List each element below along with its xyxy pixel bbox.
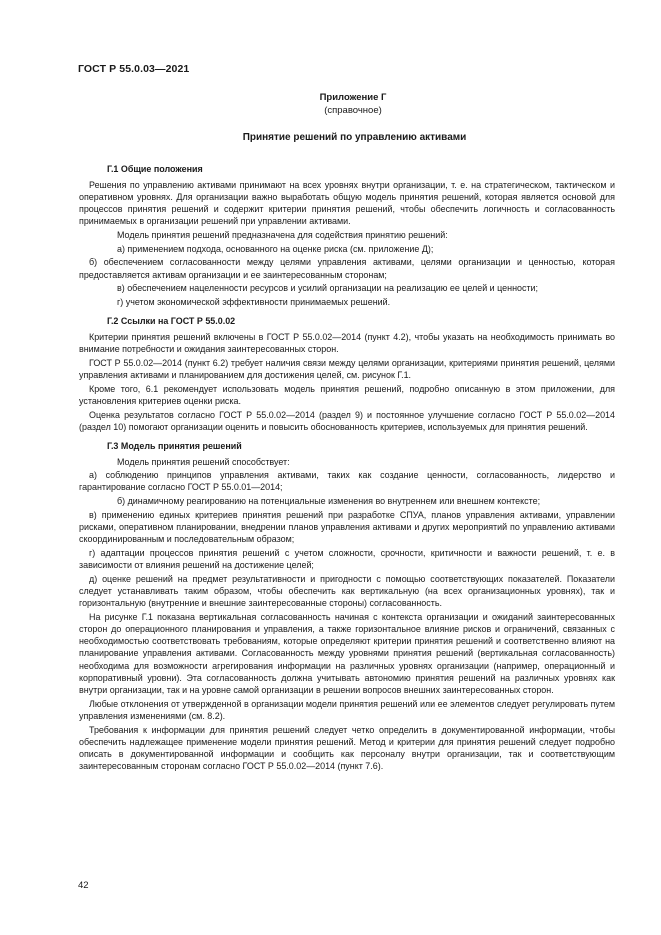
section-heading: Г.3 Модель принятия решений [107, 440, 242, 451]
list-item: а) применением подхода, основанного на оценке риска (см. приложение Д); [117, 243, 434, 254]
paragraph: Любые отклонения от утвержденной в организации модели принятия решений или ее элементов следует регулировать путем управления изменениями (см. 8.2). [79, 698, 615, 721]
page-number: 42 [78, 880, 89, 891]
paragraph: Решения по управлению активами принимают на всех уровнях внутри организации, т. е. на стратегическом, тактическом и оперативном уровнях. Для организации важно выработать общую модель принятия решений, которая является основой для процессов принятия решений и содержит критерии принятия решений, чтобы обеспечить логичность и согласованность принимаемых в организации решений при управлении активами. [79, 179, 615, 227]
paragraph: Модель принятия решений предназначена для содействия принятию решений: [117, 229, 448, 240]
paragraph: На рисунке Г.1 показана вертикальная согласованность начиная с контекста организации и ожиданий заинтересованных сторон до операционного планирования и управления, а также горизонтальное влияние рисков и ограничений, связанных с необходимостью соответствовать требованиям, которые определяют критерии принятия решений и соответственно влияют на планирование управления активами. Согласованность между уровнями принятия решений (вертикальная согласованность) необходима для возможности агрегирования информации на различных уровнях организации (например, операционный и корпоративный уровни). Эта согласованность должна учитывать автономию принятия решений на различных уровнях как внутри организации, так и на уровне самой организации в решении вопросов внешних заинтересованных сторон. [79, 611, 615, 695]
paragraph: Кроме того, 6.1 рекомендует использовать модель принятия решений, подробно описанную в этом приложении, для установления критериев оценки риска. [79, 383, 615, 406]
list-item: б) обеспечением согласованности между целями управления активами, целями организации и ценностью, которая предоставляется активам организации и ее заинтересованным сторонам; [79, 257, 615, 280]
section-g3 [79, 440, 615, 772]
appendix-heading [0, 91, 661, 117]
appendix-title: Принятие решений по управлению активами [242, 132, 467, 143]
paragraph: Оценка результатов согласно ГОСТ Р 55.0.02—2014 (раздел 9) и постоянное улучшение согласно ГОСТ Р 55.0.02—2014 (раздел 10) помогают организации оценить и повысить обоснованность критериев, используемых для принятия решений. [79, 409, 615, 432]
paragraph: ГОСТ Р 55.0.02—2014 (пункт 6.2) требует наличия связи между целями организации, критериями принятия решений, целями управления активами и планированием для достижения целей, см. рисунок Г.1. [79, 357, 615, 380]
appendix-label: Приложение Г [319, 92, 387, 103]
list-item: в) обеспечением нацеленности ресурсов и усилий организации на реализацию ее целей и ценности; [117, 283, 539, 294]
appendix-type: (справочное) [324, 105, 382, 116]
section-g1 [79, 163, 615, 308]
section-heading: Г.1 Общие положения [107, 164, 203, 174]
document-header: ГОСТ Р 55.0.03—2021 [78, 63, 190, 75]
paragraph: Критерии принятия решений включены в ГОСТ Р 55.0.02—2014 (пункт 4.2), чтобы указать на необходимость принимать во внимание потребности и ожидания заинтересованных сторон. [79, 331, 615, 354]
paragraph: Модель принятия решений способствует: [117, 456, 290, 467]
list-item: г) адаптации процессов принятия решений с учетом сложности, срочности, критичности и важности решений, т. е. в зависимости от влияния решений на достижение целей; [79, 548, 615, 571]
section-heading: Г.2 Ссылки на ГОСТ Р 55.0.02 [107, 316, 236, 327]
list-item: б) динамичному реагированию на потенциальные изменения во внутреннем или внешнем контексте; [117, 496, 541, 507]
list-item: д) оценке решений на предмет результативности и пригодности с помощью соответствующих показателей. Показатели следует устанавливать таким образом, чтобы обеспечить как вертикальную (на всех организационных уровнях), так и горизонтальную (внутренние и внешние заинтересованные стороны) согласованность. [79, 573, 615, 609]
section-g2 [79, 315, 615, 433]
list-item: в) применению единых критериев принятия решений при разработке СПУА, планов управления активами, управлении рисками, оперативном планировании, внедрении планов управления активами и других мероприятий по управлению активами скоординированным и последовательным образом; [79, 509, 615, 545]
paragraph: Требования к информации для принятия решений следует четко определить в документированной информации, чтобы обеспечить надлежащее применение модели принятия решений. Метод и критерии для принятия решений следует подробно описать в документированной информации и сообщить как персоналу внутри организации, так и соответствующим заинтересованным сторонам согласно ГОСТ Р 55.0.02—2014 (пункт 7.6). [79, 724, 615, 772]
list-item: а) соблюдению принципов управления активами, таких как создание ценности, согласованность, лидерство и гарантирование согласно ГОСТ Р 55.0.01—2014; [79, 470, 615, 493]
list-item: г) учетом экономической эффективности принимаемых решений. [117, 297, 391, 308]
document-body [79, 163, 615, 779]
